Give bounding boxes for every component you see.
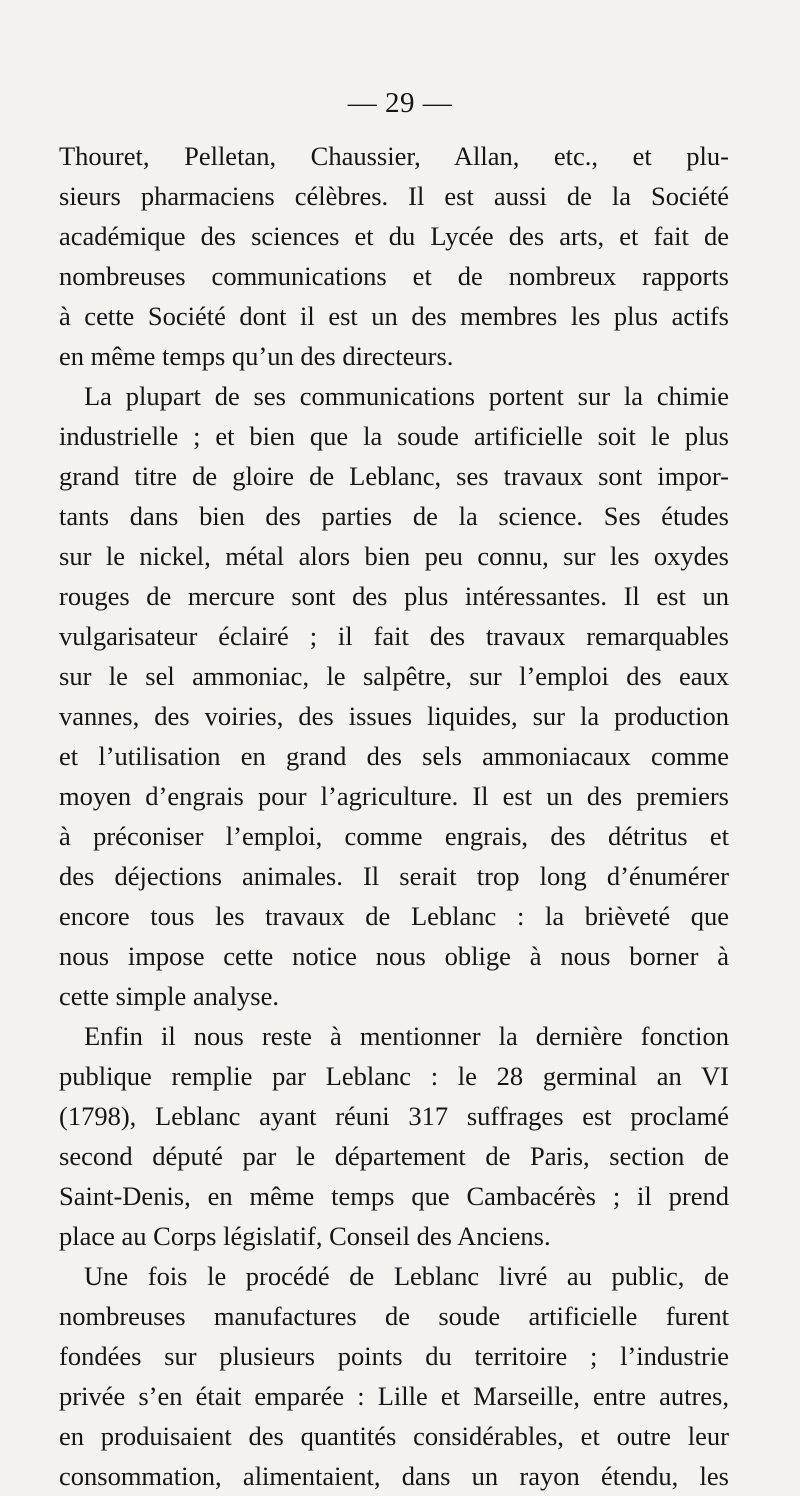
text-line: rouges de mercure sont des plus intéressantes. Il est un xyxy=(59,581,729,611)
text-line: moyen d’engrais pour l’agriculture. Il est un des premiers xyxy=(59,781,729,811)
text-line: (1798), Leblanc ayant réuni 317 suffrages est proclamé xyxy=(59,1101,729,1131)
text-line: encore tous les travaux de Leblanc : la brièveté que xyxy=(59,901,729,931)
text-line: Thouret, Pelletan, Chaussier, Allan, etc., et plu- xyxy=(59,141,729,171)
text-line: sieurs pharmaciens célèbres. Il est aussi de la Société xyxy=(59,181,729,211)
text-line: et l’utilisation en grand des sels ammoniacaux comme xyxy=(59,741,729,771)
page-number: — 29 — xyxy=(347,87,453,119)
text-line: privée s’en était emparée : Lille et Marseille, entre autres, xyxy=(59,1381,729,1411)
text-line: La plupart de ses communications portent sur la chimie xyxy=(84,381,729,411)
text-line: cette simple analyse. xyxy=(59,981,280,1011)
text-line: nombreuses manufactures de soude artificielle furent xyxy=(59,1301,729,1331)
text-line: Saint-Denis, en même temps que Cambacérès ; il prend xyxy=(59,1181,729,1211)
text-line: nombreuses communications et de nombreux rapports xyxy=(59,261,729,291)
text-line: à préconiser l’emploi, comme engrais, des détritus et xyxy=(59,821,729,851)
text-line: grand titre de gloire de Leblanc, ses travaux sont impor- xyxy=(59,461,729,491)
text-line: en même temps qu’un des directeurs. xyxy=(59,341,454,371)
text-line: des déjections animales. Il serait trop long d’énumérer xyxy=(59,861,729,891)
text-line: nous impose cette notice nous oblige à nous borner à xyxy=(59,941,729,971)
text-line: Enfin il nous reste à mentionner la dernière fonction xyxy=(84,1021,729,1051)
text-line: fondées sur plusieurs points du territoire ; l’industrie xyxy=(59,1341,729,1371)
text-line: consommation, alimentaient, dans un rayon étendu, les xyxy=(59,1461,729,1491)
text-line: place au Corps législatif, Conseil des Anciens. xyxy=(59,1221,551,1251)
text-line: publique remplie par Leblanc : le 28 germinal an VI xyxy=(59,1061,729,1091)
text-line: académique des sciences et du Lycée des arts, et fait de xyxy=(59,221,729,251)
text-line: Une fois le procédé de Leblanc livré au public, de xyxy=(84,1261,729,1291)
text-line: sur le sel ammoniac, le salpêtre, sur l’emploi des eaux xyxy=(59,661,729,691)
text-line: en produisaient des quantités considérables, et outre leur xyxy=(59,1421,729,1451)
text-line: à cette Société dont il est un des membres les plus actifs xyxy=(59,301,729,331)
text-line: sur le nickel, métal alors bien peu connu, sur les oxydes xyxy=(59,541,729,571)
text-line: vulgarisateur éclairé ; il fait des travaux remarquables xyxy=(59,621,729,651)
text-line: vannes, des voiries, des issues liquides, sur la production xyxy=(59,701,729,731)
text-line: second député par le département de Paris, section de xyxy=(59,1141,729,1171)
text-line: tants dans bien des parties de la science. Ses études xyxy=(59,501,729,531)
text-line: industrielle ; et bien que la soude artificielle soit le plus xyxy=(59,421,729,451)
